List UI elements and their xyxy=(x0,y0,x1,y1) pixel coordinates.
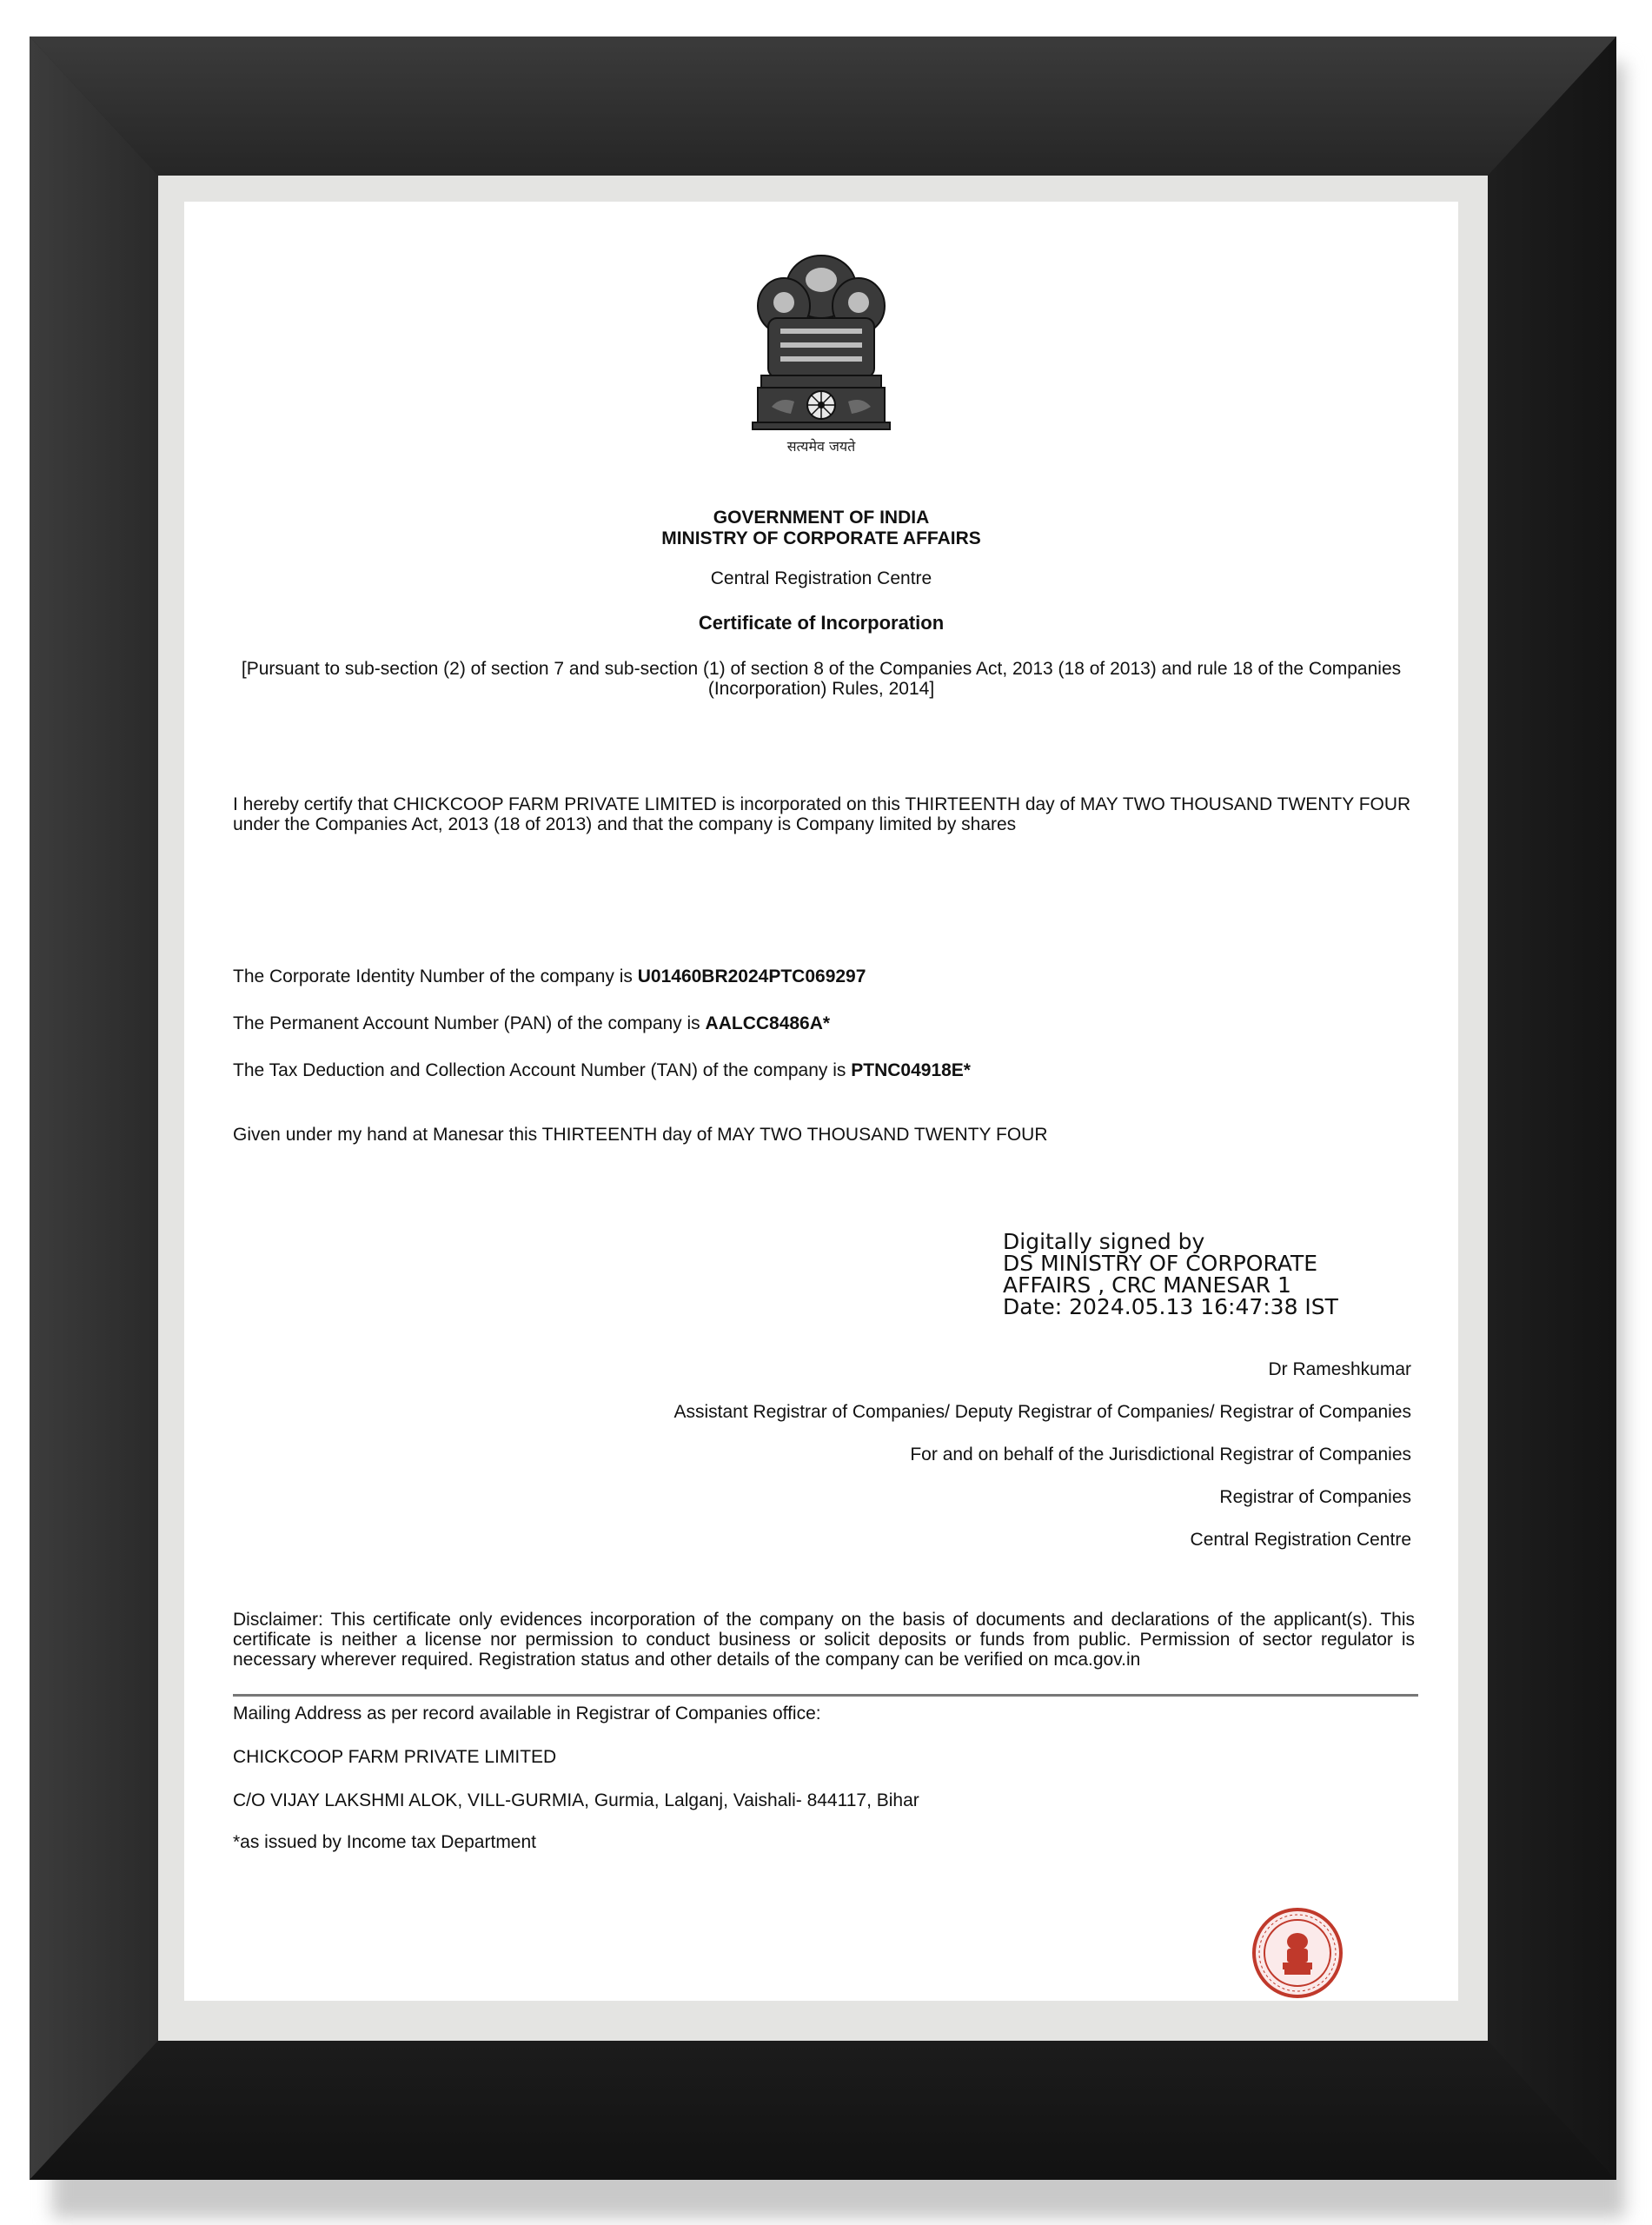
cin-label: The Corporate Identity Number of the company is xyxy=(233,966,638,986)
mailing-address-label: Mailing Address as per record available in Registrar of Companies office: xyxy=(233,1704,821,1724)
dsig-line-4: Date: 2024.05.13 16:47:38 IST xyxy=(1003,1294,1338,1319)
mailing-address: C/O VIJAY LAKSHMI ALOK, VILL-GURMIA, Gurmia, Lalganj, Vaishali- 844117, Bihar xyxy=(233,1790,919,1810)
frame-mat xyxy=(158,176,1488,2041)
pan-value: AALCC8486A* xyxy=(705,1013,831,1033)
frame-bevel-right xyxy=(1488,37,1616,2180)
certification-statement: I hereby certify that CHICKCOOP FARM PRIVATE LIMITED is incorporated on this THIRTEENTH day of MAY TWO THOUSAND TWENTY FOUR under the Companies Act, 2013 (18 of 2013) and that the company is Company limited by shares xyxy=(233,794,1411,834)
signatory-name: Dr Rameshkumar xyxy=(1268,1359,1411,1379)
signatory-behalf: For and on behalf of the Jurisdictional Registrar of Companies xyxy=(910,1445,1411,1465)
frame-bevel-bottom xyxy=(30,2041,1616,2180)
cin-value: U01460BR2024PTC069297 xyxy=(637,966,866,986)
tan-label: The Tax Deduction and Collection Account Number (TAN) of the company is xyxy=(233,1060,852,1080)
header-government: GOVERNMENT OF INDIA xyxy=(713,508,930,528)
header-ministry: MINISTRY OF CORPORATE AFFAIRS xyxy=(661,528,981,548)
income-tax-note: *as issued by Income tax Department xyxy=(233,1832,537,1852)
cin-line xyxy=(233,966,866,987)
dsig-line-2: DS MINISTRY OF CORPORATE xyxy=(1003,1251,1318,1276)
frame-bevel-top xyxy=(30,37,1616,176)
pan-label: The Permanent Account Number (PAN) of the company is xyxy=(233,1013,706,1033)
picture-frame xyxy=(30,37,1616,2180)
dsig-line-1: Digitally signed by xyxy=(1003,1229,1205,1254)
signatory-office: Central Registration Centre xyxy=(1190,1530,1411,1550)
tan-line xyxy=(233,1060,971,1081)
digital-signature-block xyxy=(1003,1231,1338,1318)
frame-bevel-left xyxy=(30,37,158,2180)
certificate-title: Certificate of Incorporation xyxy=(698,612,945,634)
dsig-line-3: AFFAIRS , CRC MANESAR 1 xyxy=(1003,1272,1291,1298)
signatory-designation: Assistant Registrar of Companies/ Deputy Registrar of Companies/ Registrar of Companies xyxy=(673,1402,1411,1422)
given-statement: Given under my hand at Manesar this THIRTEENTH day of MAY TWO THOUSAND TWENTY FOUR xyxy=(233,1125,1048,1145)
pan-line xyxy=(233,1013,830,1034)
pursuant-clause: [Pursuant to sub-section (2) of section 7 and sub-section (1) of section 8 of the Companies Act, 2013 (18 of 2013) and rule 18 of the Companies (Incorporation) Rules, 2014] xyxy=(241,659,1402,699)
signatory-role: Registrar of Companies xyxy=(1219,1487,1411,1507)
tan-value: PTNC04918E* xyxy=(851,1060,971,1080)
divider xyxy=(233,1694,1418,1697)
mailing-company-name: CHICKCOOP FARM PRIVATE LIMITED xyxy=(233,1747,557,1767)
national-emblem-icon xyxy=(749,245,893,445)
certificate-page xyxy=(184,202,1458,2001)
mca-seal-icon xyxy=(1251,1907,1343,1999)
office-name: Central Registration Centre xyxy=(710,568,932,588)
disclaimer-text: Disclaimer: This certificate only evidences incorporation of the company on the basis of documents and declarations of the applicant(s). This certificate is neither a license nor permission to conduct business or solicit deposits or funds from public. Permission of sector regulator is necessary wherever required. Registration status and other details of the company can be verified on mca.gov.in xyxy=(233,1610,1415,1670)
emblem-motto: सत्यमेव जयते xyxy=(786,438,856,455)
